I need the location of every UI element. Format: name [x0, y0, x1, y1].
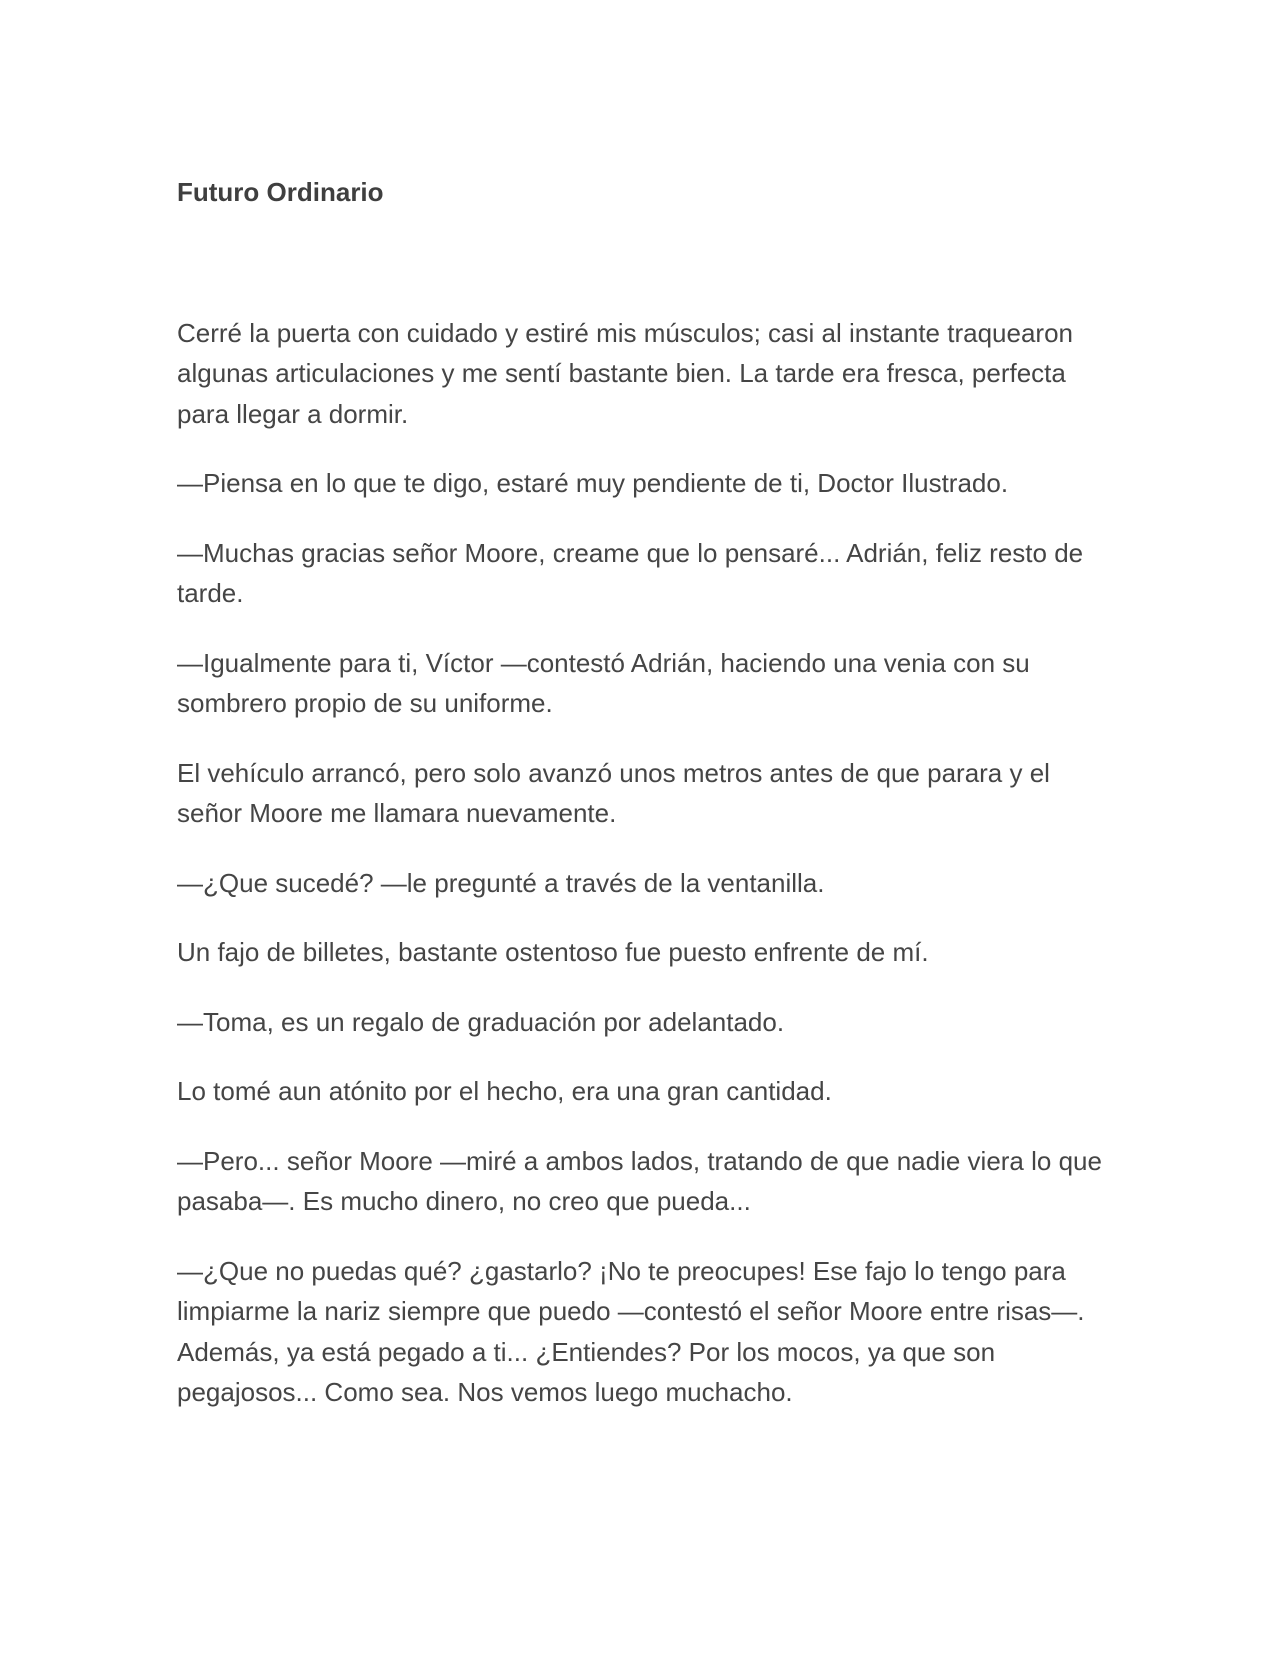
paragraph: Un fajo de billetes, bastante ostentoso fue puesto enfrente de mí.	[177, 937, 929, 968]
paragraph: —Piensa en lo que te digo, estaré muy pendiente de ti, Doctor Ilustrado.	[177, 468, 1009, 499]
document-body	[177, 313, 1107, 1413]
document-page	[177, 176, 1107, 1442]
paragraph: Cerré la puerta con cuidado y estiré mis músculos; casi al instante traquearon algunas articulaciones y me sentí bastante bien. La tarde era fresca, perfecta para llegar a dormir.	[177, 317, 1073, 429]
paragraph: —Toma, es un regalo de graduación por adelantado.	[177, 1006, 785, 1037]
paragraph: —Igualmente para ti, Víctor —contestó Adrián, haciendo una venia con su sombrero propio de su uniforme.	[177, 647, 1030, 719]
document-title: Futuro Ordinario	[177, 177, 384, 207]
paragraph: El vehículo arrancó, pero solo avanzó unos metros antes de que parara y el señor Moore me llamara nuevamente.	[177, 757, 1050, 829]
paragraph: —¿Que no puedas qué? ¿gastarlo? ¡No te preocupes! Ese fajo lo tengo para limpiarme la nariz siempre que puedo —contestó el señor Moore entre risas—. Además, ya está pegado a ti... ¿Entiendes? Por los mocos, ya que son pegajosos... Como sea. Nos vemos luego muchacho.	[177, 1255, 1085, 1408]
paragraph: —Muchas gracias señor Moore, creame que lo pensaré... Adrián, feliz resto de tarde.	[177, 537, 1084, 609]
paragraph: —Pero... señor Moore —miré a ambos lados, tratando de que nadie viera lo que pasaba—. Es mucho dinero, no creo que pueda...	[177, 1145, 1102, 1217]
paragraph: —¿Que sucedé? —le pregunté a través de la ventanilla.	[177, 867, 825, 898]
paragraph: Lo tomé aun atónito por el hecho, era una gran cantidad.	[177, 1076, 832, 1107]
